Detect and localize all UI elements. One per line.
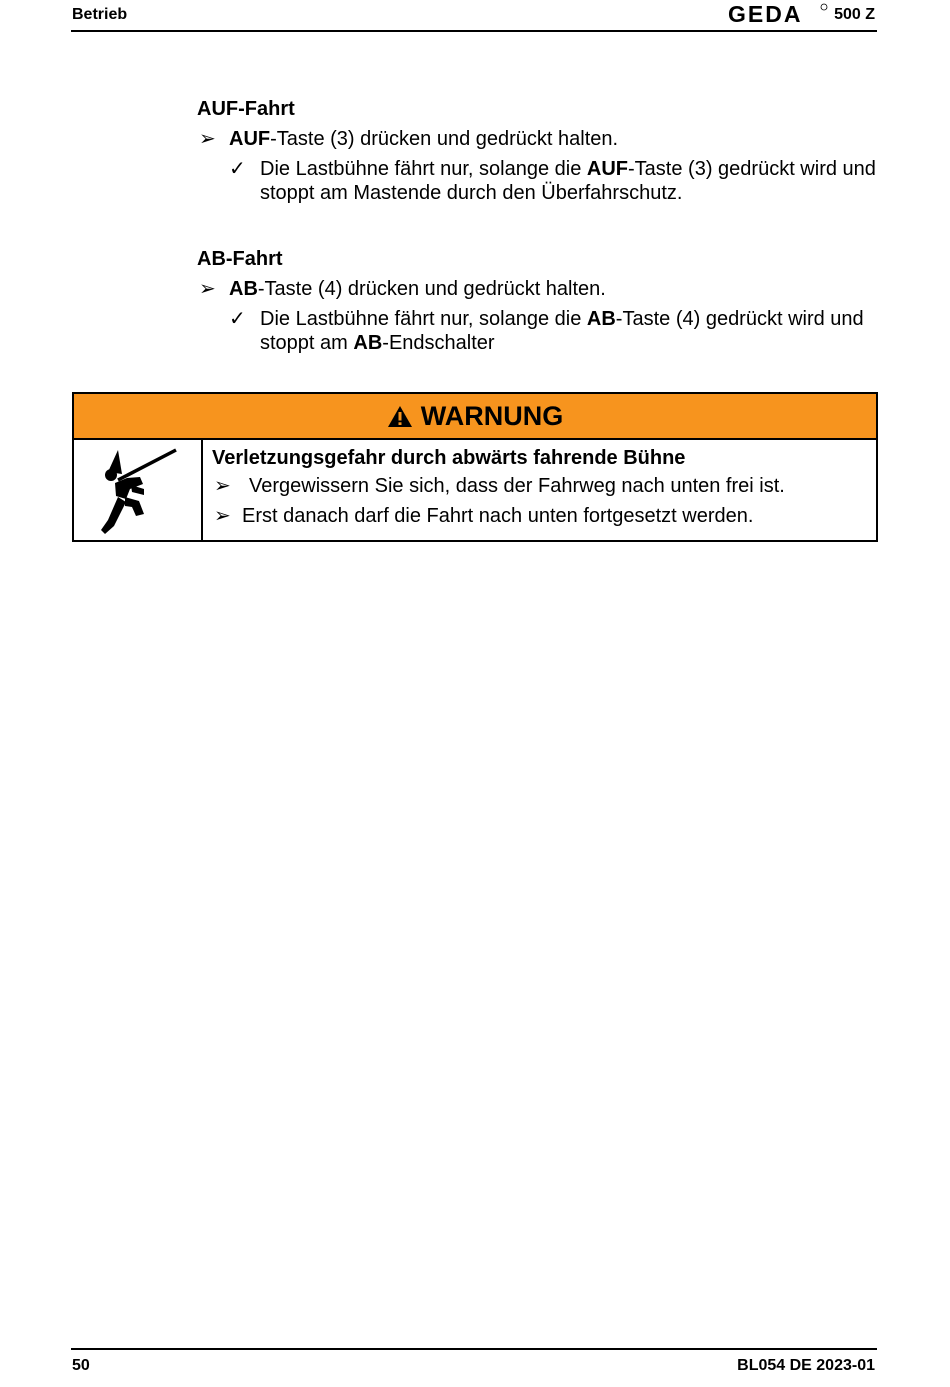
warning-heading: Verletzungsgefahr durch abwärts fahrende Bühne: [212, 447, 686, 469]
geda-logo: [728, 3, 828, 25]
arrow-bullet-icon: ➢: [199, 128, 216, 150]
section-title: Betrieb: [72, 6, 128, 23]
warning-label: WARNUNG: [420, 400, 564, 431]
model-name: 500 Z: [834, 6, 875, 23]
warning-text: [203, 440, 876, 542]
arrow-bullet-icon: ➢: [199, 278, 216, 300]
check-icon: ✓: [229, 158, 246, 180]
auf-step: [197, 127, 877, 151]
ab-step: [197, 277, 877, 301]
warning-box: [72, 392, 878, 542]
warning-banner: [74, 394, 876, 440]
page-header: [71, 3, 877, 32]
warning-pictogram: [74, 440, 203, 542]
page-footer: [71, 1348, 877, 1374]
arrow-bullet-icon: ➢: [214, 475, 231, 497]
auf-section: [197, 97, 877, 205]
arrow-bullet-icon: ➢: [214, 505, 231, 527]
ab-title: AB-Fahrt: [197, 248, 283, 270]
auf-title: AUF-Fahrt: [197, 98, 295, 120]
auf-result: [229, 157, 877, 205]
warning-item: ➢ Vergewissern Sie sich, dass der Fahrweg nach unten frei ist.: [212, 471, 876, 501]
document-id: BL054 DE 2023-01: [737, 1357, 875, 1374]
check-icon: ✓: [229, 308, 246, 330]
ab-result: [229, 307, 877, 355]
warning-item: ➢ Erst danach darf die Fahrt nach unten fortgesetzt werden.: [212, 501, 876, 531]
crushing-hazard-icon: [96, 444, 180, 538]
ab-section: [197, 247, 877, 355]
ab-step-text: AB-Taste (4) drücken und gedrückt halten.: [229, 278, 606, 300]
brand: [728, 3, 875, 25]
ab-result-text: Die Lastbühne fährt nur, solange die AB-Taste (4) gedrückt wird und stoppt am AB-Endschalter: [260, 308, 864, 354]
auf-result-text: Die Lastbühne fährt nur, solange die AUF-Taste (3) gedrückt wird und stoppt am Mastende durch den Überfahrschutz.: [260, 158, 876, 204]
warning-triangle-icon: [387, 405, 413, 428]
svg-text:GEDA: GEDA: [728, 3, 803, 25]
warning-body: [74, 440, 876, 542]
auf-step-text: AUF-Taste (3) drücken und gedrückt halten.: [229, 128, 619, 150]
page-number: 50: [72, 1357, 90, 1374]
